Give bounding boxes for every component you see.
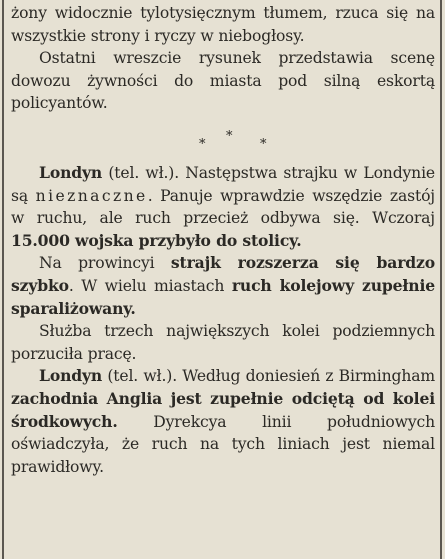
text-segment: . Panuje wprawdzie wszędzie zastój w ruchu, ale ruch przecież odbywa się. Wczoraj xyxy=(11,186,435,228)
paragraph-2 xyxy=(11,47,435,115)
text-segment: . W wielu miastach xyxy=(68,276,232,295)
column-rule-left xyxy=(2,0,4,559)
paragraph-6 xyxy=(11,365,435,478)
article-column xyxy=(11,2,435,478)
text-segment: Ostatni wreszcie rysunek przedstawia scenę dowozu żywności do miasta pod silną eskortą policyantów. xyxy=(11,49,435,113)
paragraph-5 xyxy=(11,320,435,365)
text-segment: Dyrekcya linii południowych oświadczyła, że ruch na tych liniach jest niemal prawidłowy. xyxy=(11,412,435,476)
text-segment: żony widocznie tylotysięcznym tłumem, rzuca się na wszystkie strony i ryczy w niebogłosy. xyxy=(11,4,435,45)
separator-star: * xyxy=(199,136,206,152)
text-segment: zachodnia Anglia jest zupełnie odciętą od kolei środkowych. xyxy=(11,388,435,431)
text-segment: Londyn xyxy=(39,366,103,386)
paragraph-3 xyxy=(11,162,435,252)
separator-star: * xyxy=(260,136,267,152)
column-rule-right xyxy=(440,0,442,559)
section-separator xyxy=(11,115,435,162)
paragraph-4 xyxy=(11,252,435,320)
text-segment: Służba trzech największych kolei podziemnych porzuciła pracę. xyxy=(11,322,435,363)
text-segment: nieznaczne xyxy=(35,186,148,205)
text-segment: 15.000 wojska przybyło do stolicy. xyxy=(11,230,302,250)
text-segment: Na prowincyi xyxy=(39,254,171,273)
text-segment: strajk rozszerza się bardzo szybko xyxy=(11,253,435,295)
text-segment: Londyn xyxy=(39,162,103,182)
separator-star: * xyxy=(226,128,233,144)
text-segment: (tel. wł.). Według doniesień z Birmingham xyxy=(102,367,435,386)
paragraph-1 xyxy=(11,2,435,47)
text-segment: (tel. wł.). Następstwa strajku w Londynie są xyxy=(11,163,435,205)
text-segment: ruch kolejowy zupełnie sparaliżowany. xyxy=(11,275,435,318)
